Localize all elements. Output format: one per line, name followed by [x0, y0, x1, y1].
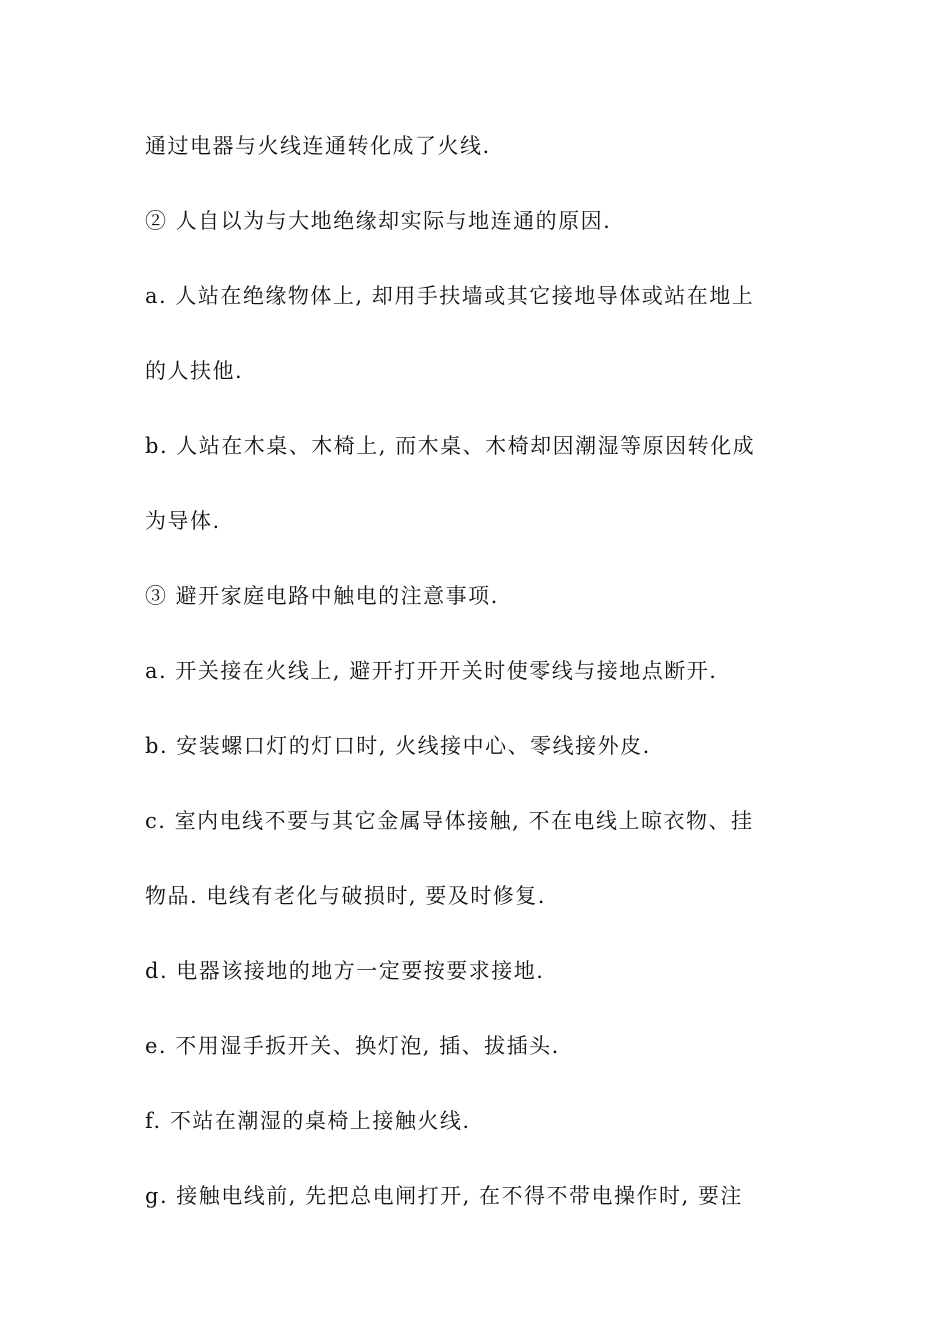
text-line: a. 开关接在火线上, 避开打开开关时使零线与接地点断开.	[145, 659, 718, 683]
text-line: e. 不用湿手扳开关、换灯泡, 插、拔插头.	[145, 1034, 560, 1058]
line-spacer	[145, 916, 810, 954]
line-spacer	[145, 1066, 810, 1104]
text-line: 的人扶他.	[145, 359, 244, 383]
text-line: d. 电器该接地的地方一定要按要求接地.	[145, 959, 545, 983]
body-text	[145, 128, 810, 1216]
line-spacer	[145, 841, 810, 879]
text-line: 物品. 电线有老化与破损时, 要及时修复.	[145, 884, 546, 908]
line-spacer	[145, 691, 810, 729]
text-line: ③ 避开家庭电路中触电的注意事项.	[145, 584, 499, 608]
text-line: ② 人自以为与大地绝缘却实际与地连通的原因.	[145, 209, 612, 233]
line-spacer	[145, 1141, 810, 1179]
text-line: f. 不站在潮湿的桌椅上接触火线.	[145, 1109, 471, 1133]
text-line: b. 人站在木桌、木椅上, 而木桌、木椅却因潮湿等原因转化成	[145, 434, 756, 458]
text-line: c. 室内电线不要与其它金属导体接触, 不在电线上晾衣物、挂	[145, 809, 754, 833]
line-spacer	[145, 391, 810, 429]
text-line: 为导体.	[145, 509, 221, 533]
line-spacer	[145, 766, 810, 804]
text-line: a. 人站在绝缘物体上, 却用手扶墙或其它接地导体或站在地上	[145, 284, 755, 308]
line-spacer	[145, 166, 810, 204]
text-line: g. 接触电线前, 先把总电闸打开, 在不得不带电操作时, 要注	[145, 1184, 743, 1208]
line-spacer	[145, 241, 810, 279]
line-spacer	[145, 466, 810, 504]
line-spacer	[145, 616, 810, 654]
line-spacer	[145, 316, 810, 354]
line-spacer	[145, 541, 810, 579]
text-line: b. 安装螺口灯的灯口时, 火线接中心、零线接外皮.	[145, 734, 651, 758]
line-spacer	[145, 991, 810, 1029]
text-line: 通过电器与火线连通转化成了火线.	[145, 134, 491, 158]
